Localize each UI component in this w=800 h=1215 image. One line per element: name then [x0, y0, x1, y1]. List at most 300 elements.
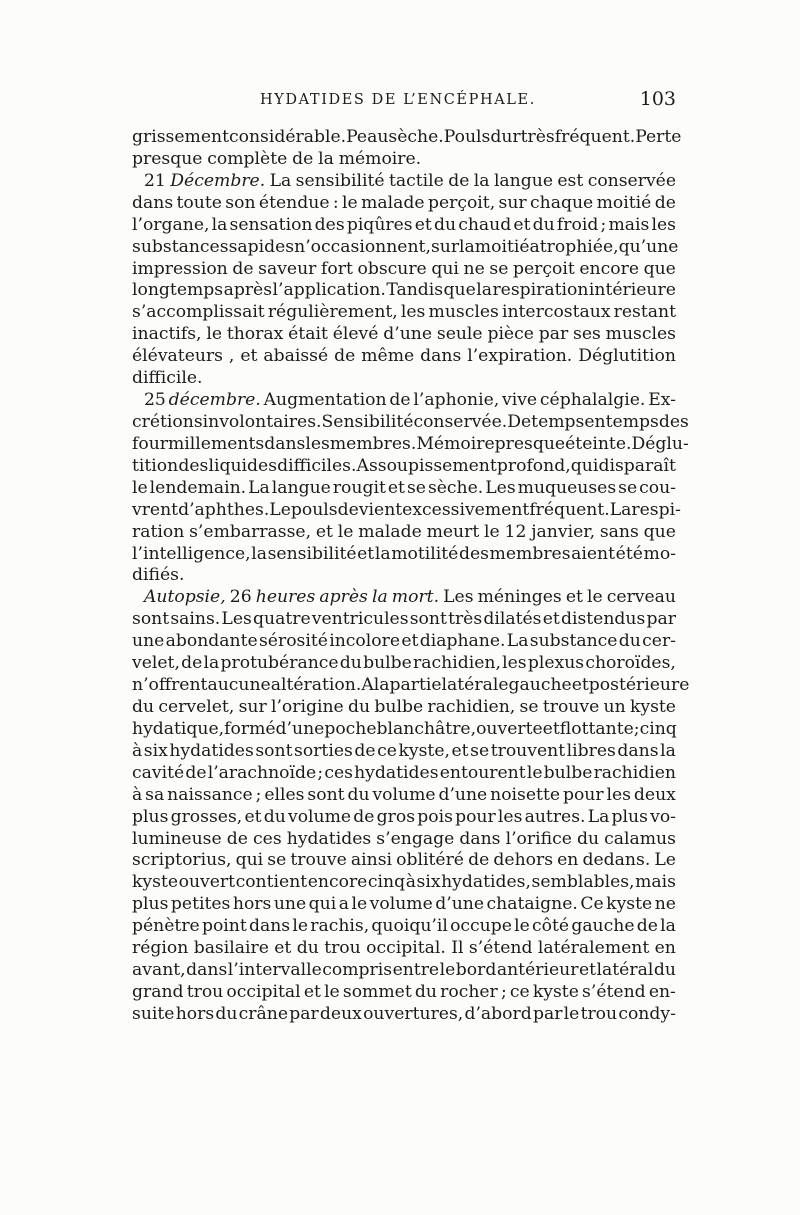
word: vive	[502, 390, 538, 411]
word: perçoit	[513, 258, 575, 279]
word: ainsi	[350, 850, 393, 871]
word: poche	[324, 718, 377, 739]
word: sur	[498, 192, 527, 213]
word: céphalalgie.	[539, 390, 646, 411]
word: et	[315, 521, 333, 542]
word: presque	[494, 433, 566, 454]
word: été	[615, 543, 643, 564]
word: a	[338, 894, 349, 915]
word: occipital	[226, 981, 301, 1002]
word: involontaires.	[202, 411, 322, 432]
word: rougit	[332, 477, 386, 498]
word: du	[434, 214, 457, 235]
word: du	[132, 696, 155, 717]
word: janvier,	[531, 521, 596, 542]
word: liquides	[208, 455, 278, 476]
word: oblitéré	[396, 850, 464, 871]
word: ;	[500, 981, 507, 1002]
word: de	[181, 653, 203, 674]
word: hydatides	[286, 828, 372, 849]
word: et	[571, 675, 589, 696]
word: bord	[455, 960, 497, 981]
word: le	[563, 1003, 580, 1024]
word: lendemain.	[149, 477, 247, 498]
word: ouvertures,	[363, 1003, 464, 1024]
word: intérieure	[588, 280, 676, 301]
word: :	[332, 192, 339, 213]
word: suite	[132, 1003, 175, 1024]
word: substances	[132, 236, 229, 257]
word: De	[507, 411, 532, 432]
word: Ce	[580, 894, 604, 915]
word: qui	[235, 850, 264, 871]
word: le	[514, 916, 530, 937]
word: aient	[571, 543, 616, 564]
word: 21	[144, 170, 166, 191]
word: les	[400, 302, 426, 323]
word: en	[557, 850, 579, 871]
text-line	[132, 478, 676, 500]
word: excessivement	[402, 499, 530, 520]
word: meurt	[426, 521, 480, 542]
word: mort.	[391, 587, 440, 608]
word: régulièrement,	[267, 302, 398, 323]
word: Peau	[346, 127, 389, 147]
word: fort	[321, 258, 353, 279]
word: du	[653, 960, 676, 981]
word: se	[489, 258, 509, 279]
word: la	[371, 587, 388, 608]
word: pois	[417, 806, 453, 827]
word: par	[646, 609, 676, 630]
word: La	[506, 631, 529, 652]
word: cer-	[642, 631, 676, 652]
text-line	[132, 433, 689, 456]
word: pouls	[290, 499, 338, 520]
word: deux	[633, 784, 676, 805]
word: se	[267, 850, 287, 871]
word: cinq	[639, 718, 677, 739]
word: occupe	[450, 916, 512, 937]
text-line	[132, 960, 676, 982]
word: altération.	[270, 675, 362, 696]
word: à	[132, 740, 143, 761]
word: disparaît	[598, 455, 676, 476]
word: ;	[255, 784, 262, 805]
word: de	[468, 850, 490, 871]
word: hydatique,	[132, 718, 225, 739]
word: motilité	[391, 543, 459, 564]
word: protubérance	[220, 653, 339, 674]
word: hors	[232, 894, 272, 915]
word: par	[532, 1003, 563, 1024]
text-line	[132, 631, 676, 653]
word: conservée.	[413, 411, 508, 432]
word: le	[132, 477, 148, 498]
word: kyste	[132, 872, 179, 893]
word: s’étend	[468, 938, 533, 959]
word: et	[240, 346, 258, 367]
word: volume	[369, 894, 433, 915]
word: longtemps	[132, 280, 224, 301]
word: de	[292, 148, 314, 169]
word: gros	[376, 806, 416, 827]
text-line	[132, 368, 676, 390]
word: ventricules	[311, 609, 409, 630]
word: condy-	[618, 1003, 676, 1024]
word: dedans.	[582, 850, 651, 871]
word: latéral	[596, 960, 654, 981]
text-line	[132, 215, 676, 237]
word: à	[132, 784, 143, 805]
text-line	[132, 193, 676, 215]
word: entourent	[439, 762, 526, 783]
word: l’arachnoïde	[207, 762, 317, 783]
word: la	[459, 236, 475, 257]
word: Sensibilité	[321, 411, 414, 432]
word: par	[289, 1003, 319, 1024]
word: Autopsie,	[144, 587, 226, 608]
word: les	[606, 784, 631, 805]
word: formé	[224, 718, 276, 739]
word: même	[361, 346, 415, 367]
text-line	[132, 236, 679, 259]
word: se	[470, 740, 490, 761]
word: et	[303, 981, 321, 1002]
word: ;	[600, 214, 607, 235]
word: et	[387, 477, 405, 498]
text-line	[132, 127, 682, 149]
word: Les	[221, 609, 252, 630]
word: rachidien,	[427, 696, 516, 717]
text-line	[132, 872, 676, 894]
word: elles	[264, 784, 305, 805]
word: élévateurs	[132, 346, 223, 367]
word: s’embarrasse,	[189, 521, 312, 542]
word: blanchâtre,	[376, 718, 477, 739]
word: muscles	[605, 324, 676, 345]
word: qui	[308, 894, 337, 915]
word: le	[337, 521, 354, 542]
word: distendus	[560, 609, 646, 630]
page-number: 103	[639, 88, 676, 110]
word: région	[132, 938, 189, 959]
word: autres.	[524, 806, 586, 827]
word: la	[660, 916, 676, 937]
text-line	[132, 894, 676, 916]
word: encore	[579, 258, 639, 279]
word: entre	[392, 960, 440, 981]
word: velet,	[132, 653, 180, 674]
word: noisette	[490, 784, 561, 805]
word: la	[660, 740, 676, 761]
word: respiration	[492, 280, 589, 301]
word: 26	[229, 587, 252, 608]
word: que	[643, 258, 676, 279]
word: rachidien	[593, 762, 676, 783]
word: mo-	[643, 543, 676, 564]
word: à	[405, 872, 416, 893]
word: sèche.	[388, 127, 444, 147]
word: d’une	[383, 324, 433, 345]
word: se	[519, 696, 539, 717]
word: sensation	[229, 214, 313, 235]
word: ce	[509, 981, 530, 1002]
text-line	[132, 346, 676, 368]
word: temps	[605, 411, 659, 432]
word: volume	[372, 784, 436, 805]
text-line	[132, 280, 676, 302]
text-line	[132, 675, 690, 697]
word: choroïdes,	[585, 653, 676, 674]
word: que	[643, 521, 676, 542]
text-line	[132, 411, 689, 434]
word: n’occasionnent	[294, 236, 426, 257]
word: chaud	[458, 214, 512, 235]
word: bulbe	[363, 653, 412, 674]
word: la	[318, 148, 334, 169]
word: de	[185, 762, 207, 783]
running-head	[132, 88, 676, 118]
word: trou	[580, 1003, 618, 1024]
text-line	[132, 938, 676, 960]
word: ce	[377, 740, 397, 761]
word: obscure	[357, 258, 427, 279]
word: ration	[132, 521, 185, 542]
text-line	[132, 587, 676, 609]
word: de	[353, 806, 375, 827]
word: son	[225, 192, 256, 213]
word: mémoire.	[338, 148, 422, 169]
word: du	[263, 806, 286, 827]
word: volume	[287, 806, 352, 827]
word: trouve	[542, 696, 600, 717]
word: grissement	[132, 127, 229, 147]
word: d’aphthes.	[178, 499, 270, 520]
word: naissance	[167, 784, 253, 805]
word: ses	[573, 324, 601, 345]
word: se	[406, 477, 426, 498]
word: et	[357, 543, 375, 564]
word: dilatés	[483, 609, 542, 630]
text-line	[132, 697, 676, 719]
word: Augmentation	[263, 390, 387, 411]
word: malade	[358, 521, 422, 542]
word: gauche	[571, 916, 635, 937]
word: du	[414, 981, 437, 1002]
word: qu’une	[618, 236, 679, 257]
word: plus	[132, 894, 169, 915]
word: abondante	[165, 631, 258, 652]
text-line	[132, 149, 676, 171]
word: atrophiée,	[529, 236, 619, 257]
word: cerveau	[606, 587, 676, 608]
word: tactile	[388, 170, 444, 191]
word: et	[542, 609, 560, 630]
word: bulbe	[374, 696, 424, 717]
word: en-	[648, 981, 676, 1002]
word: le	[351, 894, 368, 915]
word: dans	[248, 916, 291, 937]
word: de	[654, 192, 676, 213]
word: de	[226, 828, 248, 849]
word: ouvert	[178, 872, 236, 893]
text-line	[132, 456, 676, 478]
word: partie	[389, 675, 442, 696]
word: le	[587, 587, 603, 608]
word: la	[374, 543, 391, 564]
word: rachis,	[310, 916, 370, 937]
word: trouvent	[490, 740, 566, 761]
word: la	[476, 280, 492, 301]
text-line	[132, 785, 676, 807]
word: langue	[271, 477, 331, 498]
word: crétions	[132, 411, 203, 432]
word: sur	[430, 236, 460, 257]
word: point	[201, 916, 247, 937]
word: considérable.	[228, 127, 347, 147]
word: six	[416, 872, 441, 893]
word: après	[319, 587, 368, 608]
word: ne	[463, 258, 485, 279]
word: et	[274, 938, 292, 959]
text-line	[132, 763, 676, 785]
text-line	[132, 741, 676, 763]
word: sensibilité	[267, 543, 357, 564]
word: et	[578, 960, 597, 981]
word: ces	[324, 762, 353, 783]
word: scriptorius,	[132, 850, 232, 871]
word: méninges	[477, 587, 562, 608]
word: difficile.	[132, 368, 203, 389]
word: contient	[235, 872, 308, 893]
word: pièce	[487, 324, 534, 345]
word: plexus	[527, 653, 585, 674]
word: muscles	[428, 302, 499, 323]
word: profond,	[496, 455, 571, 476]
word: ,	[425, 236, 431, 257]
text-line	[132, 850, 676, 872]
text-line	[132, 565, 676, 587]
word: des	[178, 455, 209, 476]
word: la	[473, 170, 490, 191]
word: cavité	[132, 762, 185, 783]
word: kyste	[629, 696, 676, 717]
word: et	[542, 718, 560, 739]
word: le	[292, 916, 309, 937]
word: temps	[531, 411, 585, 432]
word: l’intelligence,	[132, 543, 251, 564]
word: Déglu-	[631, 433, 689, 454]
word: 25	[144, 390, 166, 411]
word: après	[223, 280, 273, 301]
word: vrent	[132, 499, 179, 520]
word: côté	[532, 916, 570, 937]
text-line	[132, 522, 676, 544]
word: dans	[617, 740, 659, 761]
word: basilaire	[193, 938, 269, 959]
word: pour	[455, 806, 496, 827]
word: de	[354, 740, 376, 761]
word: décembre.	[168, 390, 261, 411]
word: des	[658, 411, 689, 432]
word: le	[526, 762, 543, 783]
word: Le	[654, 850, 676, 871]
word: kyste,	[398, 740, 450, 761]
word: crâne	[238, 1003, 289, 1024]
word: les	[502, 653, 527, 674]
word: de	[389, 390, 411, 411]
word: sèche.	[427, 477, 484, 498]
word: lumineuse	[132, 828, 222, 849]
word: ces	[253, 828, 282, 849]
word: le	[324, 981, 340, 1002]
word: sans	[599, 521, 639, 542]
word: qui	[431, 258, 459, 279]
word: seule	[436, 324, 483, 345]
word: abaissé	[263, 346, 329, 367]
word: substance	[529, 631, 618, 652]
word: une	[273, 894, 307, 915]
word: dans	[186, 960, 228, 981]
word: petites	[170, 894, 231, 915]
word: du	[339, 653, 362, 674]
word: l’orifice	[505, 828, 572, 849]
word: de	[448, 170, 470, 191]
word: et	[513, 214, 531, 235]
word: Il	[451, 938, 464, 959]
text-line	[132, 653, 676, 675]
word: avant,	[132, 960, 186, 981]
word: Les	[485, 477, 516, 498]
word: membres	[489, 543, 571, 564]
word: de	[232, 258, 254, 279]
word: difiés.	[132, 565, 185, 586]
word: pénètre	[132, 916, 200, 937]
word: inactifs,	[132, 324, 202, 345]
word: gauche	[508, 675, 572, 696]
word: ;	[317, 762, 324, 783]
word: compris	[322, 960, 393, 981]
word: et	[414, 214, 432, 235]
word: les	[497, 806, 523, 827]
word: trou	[186, 981, 224, 1002]
word: piqûres	[346, 214, 413, 235]
word: moitié	[474, 236, 530, 257]
word: Mémoire	[416, 433, 495, 454]
word: l’origine	[270, 696, 344, 717]
word: de	[334, 346, 356, 367]
word: hors	[175, 1003, 215, 1024]
word: cinq	[367, 872, 406, 893]
word: flottante	[559, 718, 634, 739]
word: fréquent.	[529, 499, 610, 520]
word: ne	[654, 894, 676, 915]
word: conservée	[587, 170, 676, 191]
word: perçoit,	[427, 192, 496, 213]
word: six	[143, 740, 168, 761]
word: ;	[633, 718, 640, 739]
word: sorties	[294, 740, 353, 761]
word: libres	[566, 740, 616, 761]
word: sains.	[170, 609, 221, 630]
word: latérale	[441, 675, 509, 696]
word: fréquent.	[554, 127, 636, 147]
word: hydatides	[354, 762, 439, 783]
word: Pouls	[443, 127, 491, 147]
word: Le	[269, 499, 291, 520]
word: d’une	[438, 784, 488, 805]
